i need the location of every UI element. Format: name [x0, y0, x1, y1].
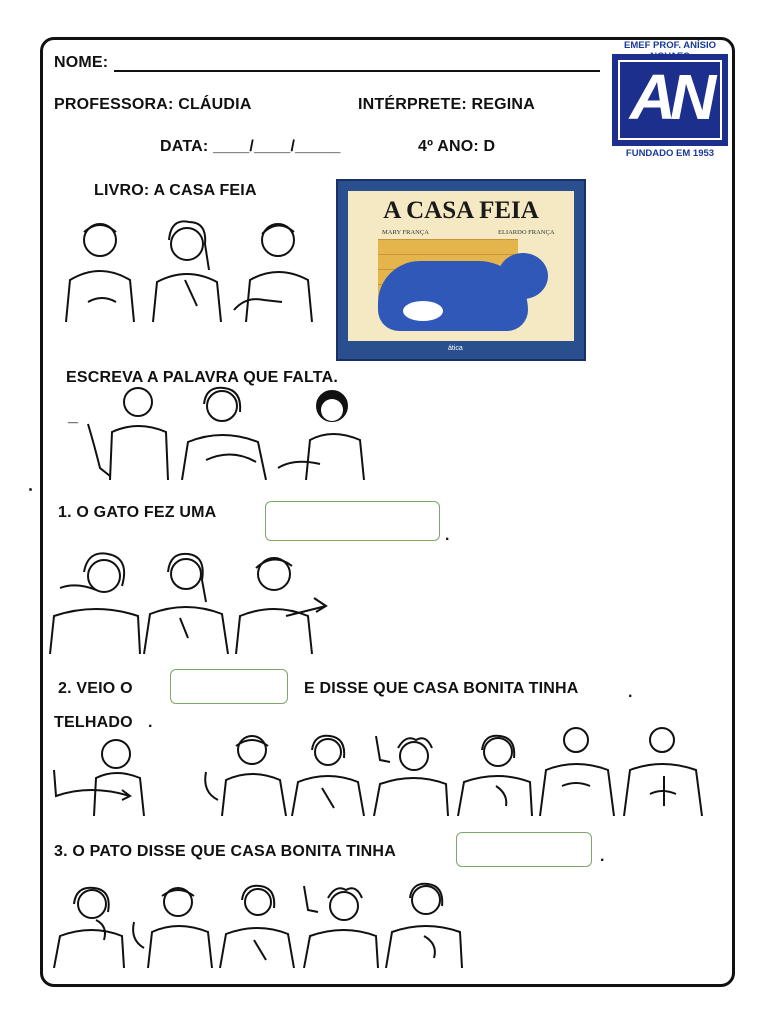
question-2-end: . — [628, 684, 633, 701]
sign-figure — [140, 546, 230, 654]
book-author-2: ELIARDO FRANÇA — [498, 229, 555, 236]
sign-figure — [620, 724, 706, 816]
grade-label: 4º ANO: D — [418, 138, 496, 155]
sign-figure — [290, 732, 366, 816]
sign-figure — [46, 546, 142, 654]
question-3-answer-box[interactable] — [456, 832, 592, 867]
sign-figure — [234, 546, 330, 654]
stray-dot — [29, 488, 32, 491]
book-cover — [336, 179, 586, 361]
sign-figure — [176, 384, 272, 480]
question-1-text: 1. O GATO FEZ UMA — [58, 504, 217, 521]
sign-figure — [384, 876, 464, 968]
sign-figure — [52, 882, 126, 968]
sign-figure — [370, 730, 450, 816]
interpreter-label: INTÉRPRETE: REGINA — [358, 96, 535, 113]
school-logo — [608, 40, 732, 162]
sign-figure — [218, 882, 296, 968]
sign-figure — [232, 210, 322, 322]
sign-figure — [58, 210, 142, 322]
question-2-line2-end: . — [148, 714, 153, 731]
sign-figure — [145, 210, 229, 322]
school-founded: FUNDADO EM 1953 — [625, 148, 715, 159]
book-publisher: ática — [448, 345, 463, 352]
sign-figure — [298, 878, 382, 968]
instruction-dash: _ — [68, 405, 79, 425]
book-author-1: MARY FRANÇA — [382, 229, 429, 236]
book-cover-title: A CASA FEIA — [383, 197, 539, 224]
question-1-end: . — [445, 527, 450, 544]
logo-box — [612, 54, 728, 146]
name-label: NOME: — [54, 54, 109, 71]
sign-figure — [80, 384, 172, 480]
question-2-text-a: 2. VEIO O — [58, 680, 133, 697]
question-2-answer-box[interactable] — [170, 669, 288, 704]
school-name: EMEF PROF. ANÍSIO — [623, 40, 717, 51]
question-2-text-b: E DISSE QUE CASA BONITA TINHA — [304, 680, 579, 697]
question-3-end: . — [600, 848, 605, 865]
sign-figure — [128, 882, 214, 968]
date-label: DATA: ____/____/_____ — [160, 138, 341, 155]
sign-figure — [50, 736, 148, 816]
teacher-label: PROFESSORA: CLÁUDIA — [54, 96, 252, 113]
instruction-text: ESCREVA A PALAVRA QUE FALTA. — [66, 369, 338, 386]
book-label: LIVRO: A CASA FEIA — [94, 182, 257, 199]
sign-figure — [200, 732, 290, 816]
logo-initials: AN — [629, 61, 711, 133]
sign-figure — [536, 724, 618, 816]
name-line[interactable] — [114, 70, 600, 72]
sign-figure — [456, 728, 534, 816]
question-2-line2: TELHADO — [54, 714, 133, 731]
question-1-answer-box[interactable] — [265, 501, 440, 541]
sign-figure — [274, 384, 370, 480]
question-3-text: 3. O PATO DISSE QUE CASA BONITA TINHA — [54, 843, 396, 860]
